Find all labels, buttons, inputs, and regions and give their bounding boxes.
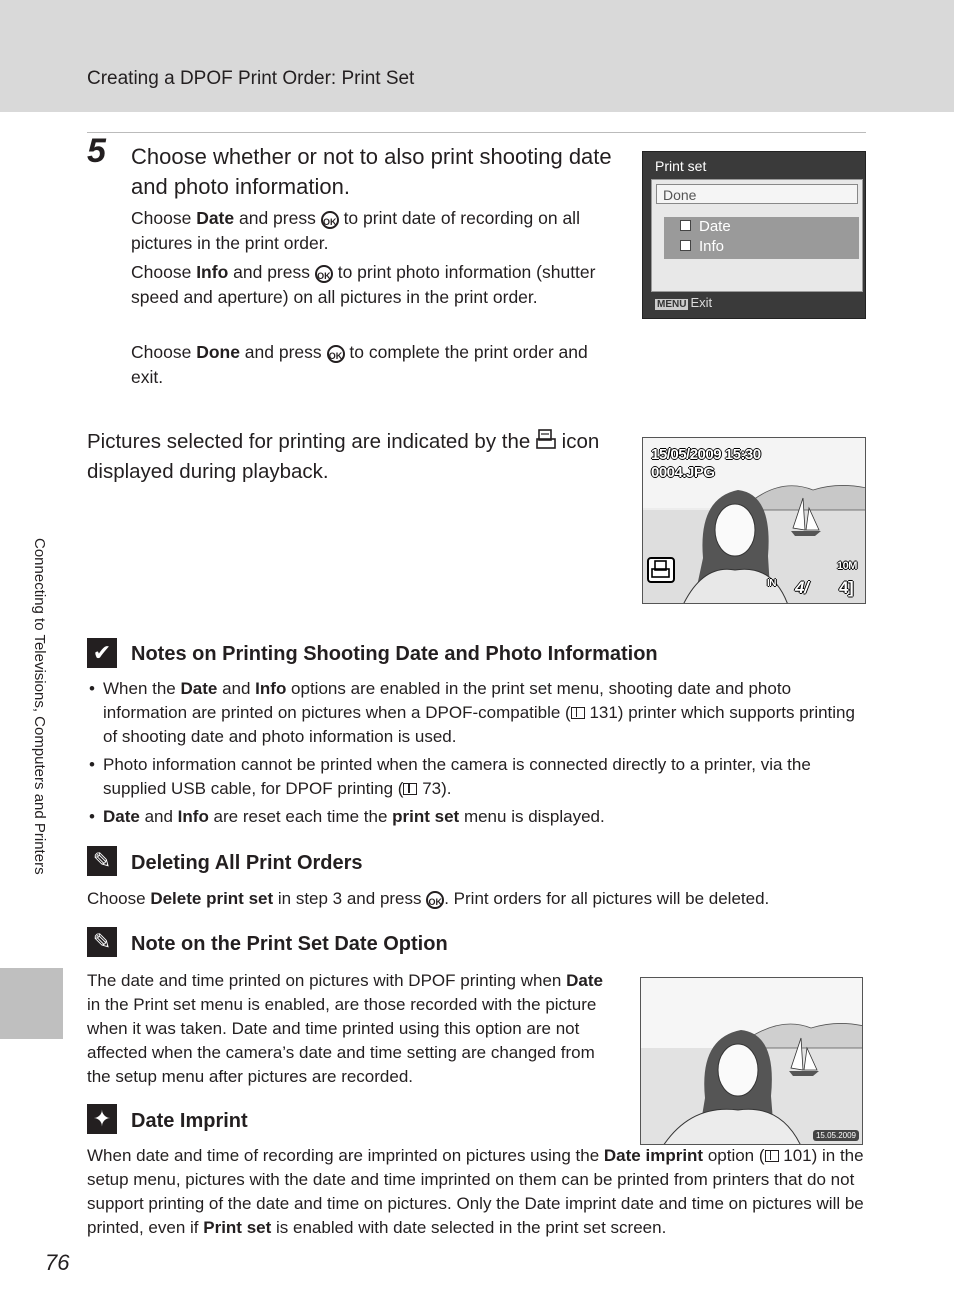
step-number: 5 — [87, 132, 106, 170]
list-item: • Photo information cannot be printed when the camera is connected directly to a printer, via the supplied USB cable, for DPOF printing ( 73). — [87, 753, 862, 801]
imprint-text: When date and time of recording are imprinted on pictures using the Date imprint option ( 101) in the setup menu, pictures with the date and time imprinted on them can be printed from printers that do not support printing of the date and time on pictures. Only the Date imprint date and time on pictures will be printed, even if Print set is enabled with date selected in the print set screen. — [87, 1146, 864, 1237]
step-title: Choose whether or not to also print shooting date and photo information. — [131, 144, 612, 199]
option-box — [664, 217, 859, 259]
print-set-screen — [642, 151, 866, 319]
print-order-icon — [647, 557, 675, 583]
sample-photo — [640, 977, 863, 1145]
menu-button-icon: MENU — [657, 299, 687, 310]
frame-counter: 4/ — [795, 578, 809, 597]
list-item: • When the Date and Info options are enabled in the print set menu, shooting date and photo information are printed on pictures when a DPOF-compatible ( 131) printer which supports printing of shooting date and photo information is used. — [87, 677, 862, 749]
dateopt-title: Note on the Print Set Date Option — [131, 933, 448, 955]
delete-text: Choose Delete print set in step 3 and press OK . Print orders for all pictures will be deleted. — [87, 889, 770, 908]
ok-button-icon: OK — [426, 891, 444, 909]
pencil-icon: ✎ — [87, 927, 117, 957]
tip-icon: ✦ — [87, 1104, 117, 1134]
step-para-date: Choose Date and press OK to print date of recording on all pictures in the print order. — [131, 208, 580, 253]
book-icon — [403, 783, 417, 795]
pencil-icon: ✎ — [87, 846, 117, 876]
section-side-label: Connecting to Televisions, Computers and Printers — [31, 538, 48, 875]
datetime-readout: 15/05/2009 15:30 — [651, 446, 761, 463]
section-tab — [0, 968, 63, 1039]
dateopt-text: The date and time printed on pictures with DPOF printing when Date in the Print set menu is enabled, are those recorded with the picture when it was taken. Date and time printed using this option are not affected when the camera’s date and time setting are changed from the setup menu after pictures are recorded. — [87, 971, 603, 1086]
notes-title: Notes on Printing Shooting Date and Photo Information — [131, 643, 658, 665]
step-para-info: Choose Info and press OK to print photo information (shutter speed and aperture) on all pictures in the print order. — [131, 262, 596, 307]
page-number: 76 — [45, 1250, 70, 1275]
header-title: Creating a DPOF Print Order: Print Set — [87, 68, 415, 89]
menu-item-done: Done — [656, 184, 858, 204]
print-order-icon — [536, 429, 556, 451]
imprint-title: Date Imprint — [131, 1110, 248, 1132]
list-item: • Date and Info are reset each time the print set menu is displayed. — [87, 805, 862, 829]
image-size-icon: 10M — [837, 560, 857, 572]
menu-panel — [651, 179, 863, 292]
checkmark-icon: ✔ — [87, 638, 117, 668]
playback-note: Pictures selected for printing are indicated by the icon displayed during playback. — [87, 430, 600, 483]
playback-screen — [642, 437, 866, 604]
book-icon — [571, 707, 585, 719]
option-date: Date — [680, 218, 731, 235]
checkbox-icon — [680, 240, 691, 251]
screen-title: Print set — [655, 158, 707, 174]
screen-footer: MENU Exit — [657, 295, 713, 310]
portrait-image — [641, 978, 863, 1145]
option-info: Info — [680, 238, 724, 255]
delete-title: Deleting All Print Orders — [131, 852, 363, 874]
ok-button-icon: OK — [327, 345, 345, 363]
ok-button-icon: OK — [315, 265, 333, 283]
file-name: 0004.JPG — [651, 464, 715, 481]
ok-button-icon: OK — [321, 211, 339, 229]
memory-indicator: IN — [767, 578, 776, 589]
notes-list — [87, 677, 862, 833]
divider — [87, 132, 866, 133]
page-header — [0, 0, 954, 112]
checkbox-icon — [680, 220, 691, 231]
book-icon — [765, 1150, 779, 1162]
date-imprint-stamp: 15.05.2009 — [813, 1130, 859, 1141]
step-para-done: Choose Done and press OK to complete the print order and exit. — [131, 342, 588, 387]
frame-total: 4] — [839, 578, 854, 597]
